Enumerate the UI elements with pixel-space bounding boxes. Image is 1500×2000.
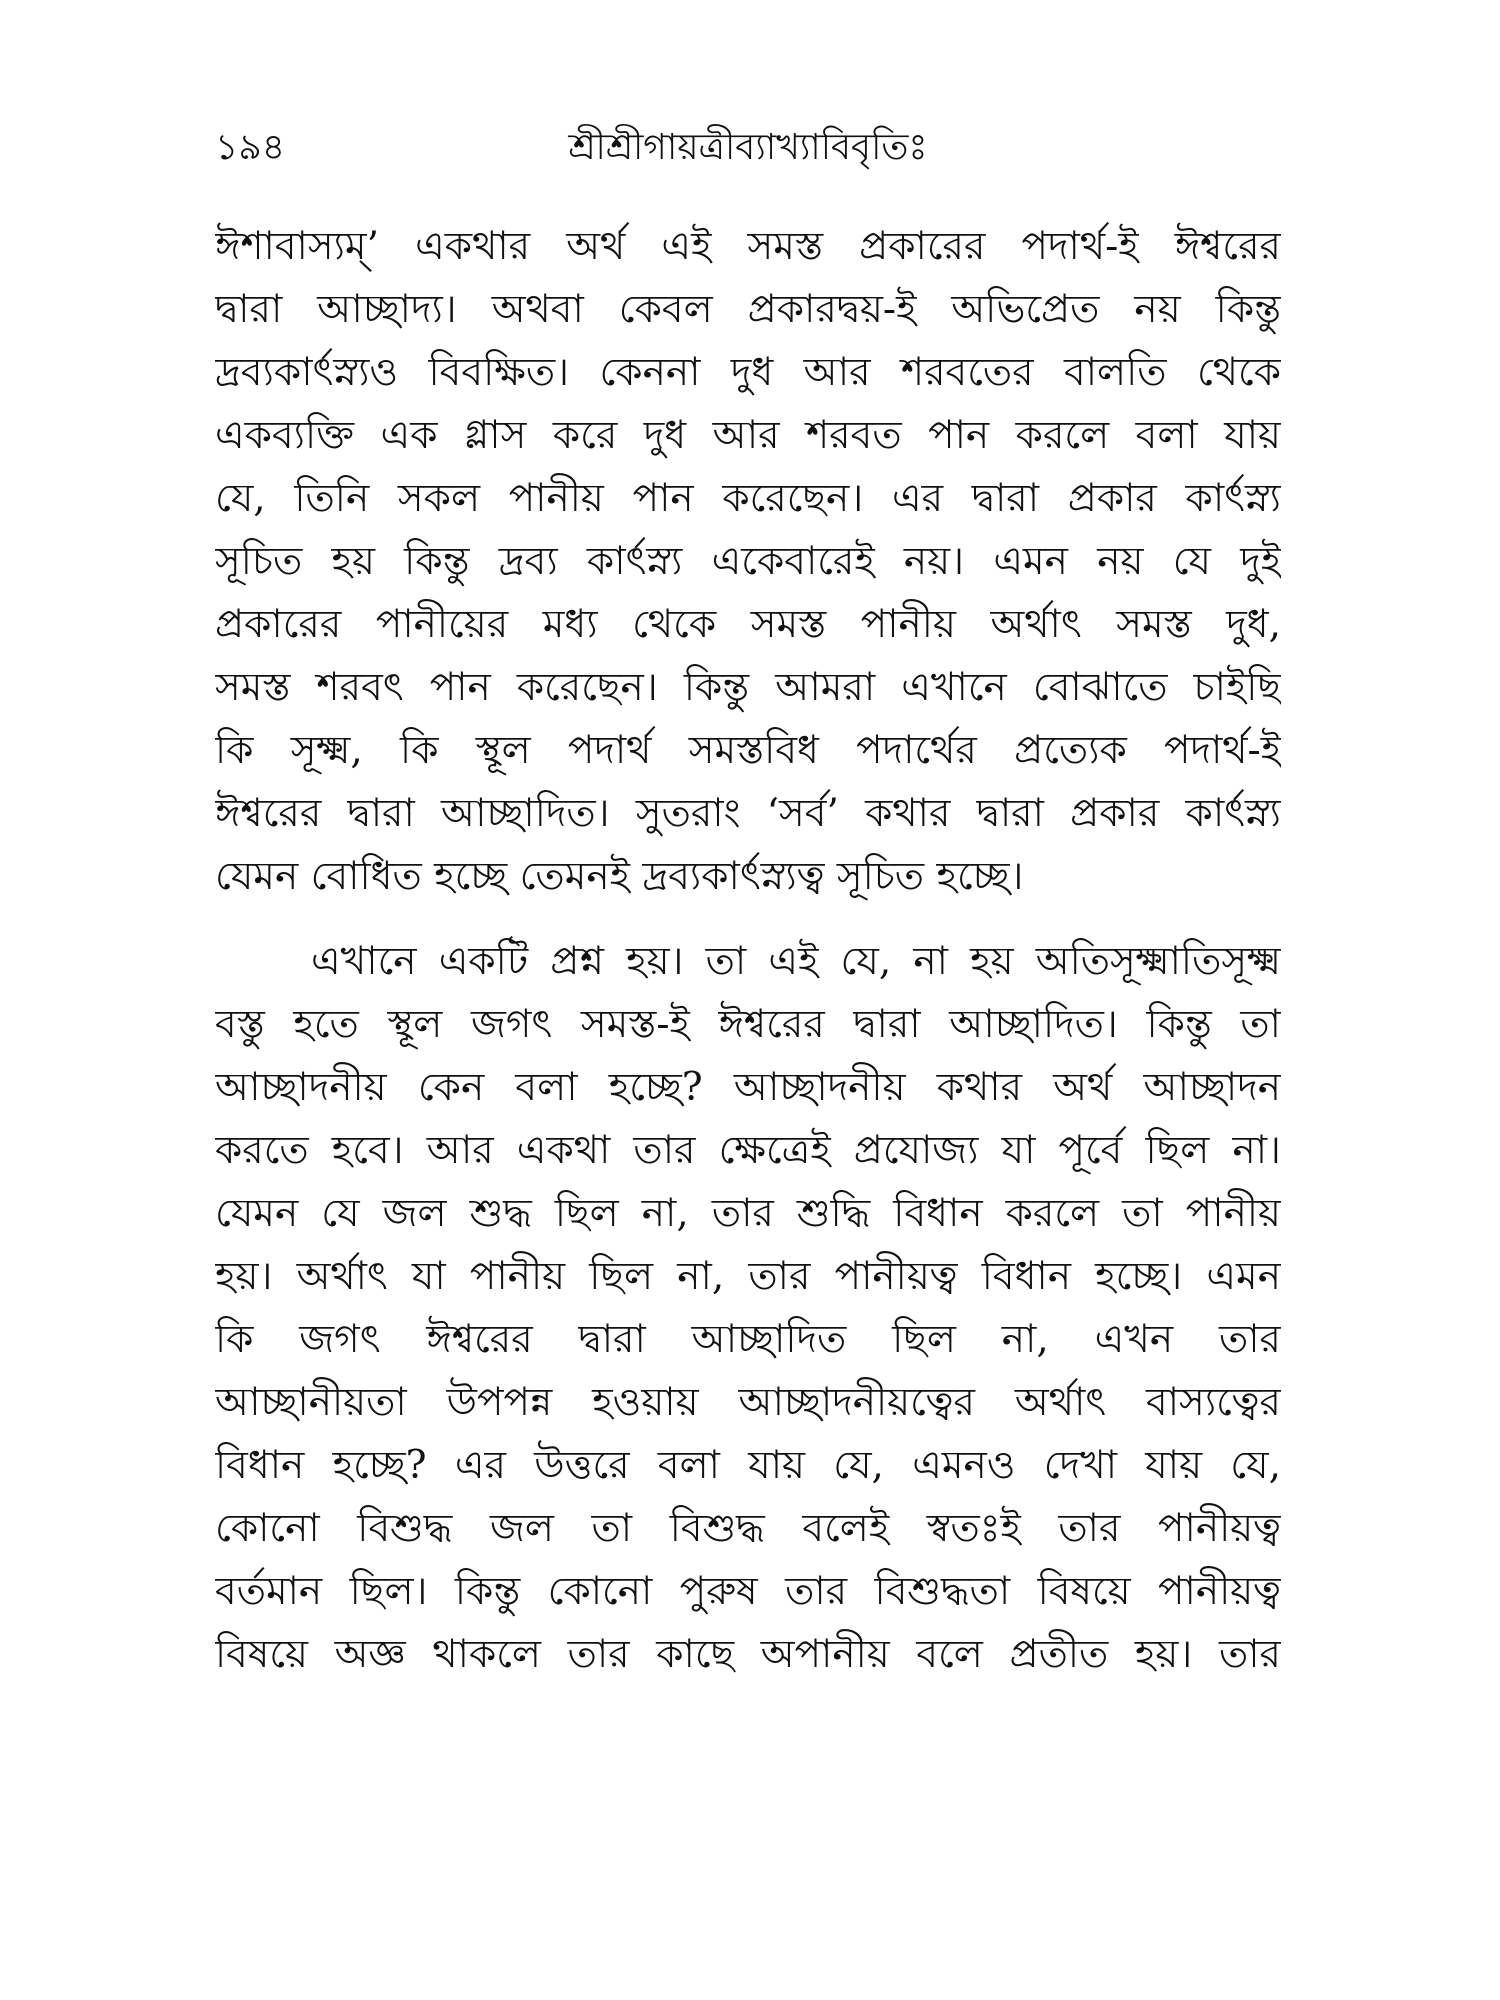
body-text [215, 215, 1281, 1686]
page-number: ১৯৪ [215, 127, 286, 168]
text-line: আচ্ছানীয়তা উপপন্ন হওয়ায় আচ্ছাদনীয়ত্বের অর্থাৎ বাস্যত্বের [215, 1380, 1281, 1425]
text-line: কি জগৎ ঈশ্বরের দ্বারা আচ্ছাদিত ছিল না, এখন তার [215, 1317, 1281, 1362]
text-line: বিষয়ে অজ্ঞ থাকলে তার কাছে অপানীয় বলে প্রতীত হয়। তার [215, 1632, 1281, 1677]
text-line: যেমন যে জল শুদ্ধ ছিল না, তার শুদ্ধি বিধান করলে তা পানীয় [215, 1191, 1281, 1236]
text-line: প্রকারের পানীয়ের মধ্য থেকে সমস্ত পানীয় অর্থাৎ সমস্ত দুধ, [215, 602, 1281, 647]
text-line: একব্যক্তি এক গ্লাস করে দুধ আর শরবত পান করলে বলা যায় [215, 413, 1281, 458]
text-line: এখানে একটি প্রশ্ন হয়। তা এই যে, না হয় অতিসূক্ষ্মাতিসূক্ষ্ম [311, 939, 1281, 984]
text-line: কি সূক্ষ্ম, কি স্থূল পদার্থ সমস্তবিধ পদার্থের প্রত্যেক পদার্থ-ই [215, 728, 1281, 773]
text-line: হয়। অর্থাৎ যা পানীয় ছিল না, তার পানীয়ত্ব বিধান হচ্ছে। এমন [215, 1254, 1281, 1299]
text-line: দ্রব্যকার্ৎস্ন্যও বিবক্ষিত। কেননা দুধ আর শরবতের বালতি থেকে [215, 350, 1281, 395]
text-line: বর্তমান ছিল। কিন্তু কোনো পুরুষ তার বিশুদ্ধতা বিষয়ে পানীয়ত্ব [215, 1569, 1281, 1614]
text-line: সমস্ত শরবৎ পান করেছেন। কিন্তু আমরা এখানে বোঝাতে চাইছি [215, 665, 1281, 710]
paragraph-1 [215, 215, 1281, 908]
text-line: কোনো বিশুদ্ধ জল তা বিশুদ্ধ বলেই স্বতঃই তার পানীয়ত্ব [215, 1506, 1281, 1551]
text-line: ঈশ্বরের দ্বারা আচ্ছাদিত। সুতরাং ‘সর্ব’ কথার দ্বারা প্রকার কার্ৎস্ন্য [215, 791, 1281, 836]
running-title: শ্রীশ্রীগায়ত্রীব্যাখ্যাবিবৃতিঃ [568, 127, 928, 168]
text-line: যেমন বোধিত হচ্ছে তেমনই দ্রব্যকার্ৎস্ন্যত্ব সূচিত হচ্ছে। [215, 854, 1024, 899]
text-line: সূচিত হয় কিন্তু দ্রব্য কার্ৎস্ন্য একেবারেই নয়। এমন নয় যে দুই [215, 539, 1281, 584]
text-line: ঈশাবাস্যম্’ একথার অর্থ এই সমস্ত প্রকারের পদার্থ-ই ঈশ্বরের [215, 224, 1281, 269]
text-line: বস্তু হতে স্থূল জগৎ সমস্ত-ই ঈশ্বরের দ্বারা আচ্ছাদিত। কিন্তু তা [215, 1002, 1281, 1047]
paragraph-2 [215, 930, 1281, 1686]
text-line: আচ্ছাদনীয় কেন বলা হচ্ছে? আচ্ছাদনীয় কথার অর্থ আচ্ছাদন [215, 1065, 1281, 1110]
text-line: বিধান হচ্ছে? এর উত্তরে বলা যায় যে, এমনও দেখা যায় যে, [215, 1443, 1281, 1488]
text-line: যে, তিনি সকল পানীয় পান করেছেন। এর দ্বারা প্রকার কার্ৎস্ন্য [215, 476, 1281, 521]
paragraph-gap [215, 908, 1281, 930]
text-line: করতে হবে। আর একথা তার ক্ষেত্রেই প্রযোজ্য যা পূর্বে ছিল না। [215, 1128, 1281, 1173]
text-line: দ্বারা আচ্ছাদ্য। অথবা কেবল প্রকারদ্বয়-ই অভিপ্রেত নয় কিন্তু [215, 287, 1281, 332]
page-header [215, 118, 1281, 178]
